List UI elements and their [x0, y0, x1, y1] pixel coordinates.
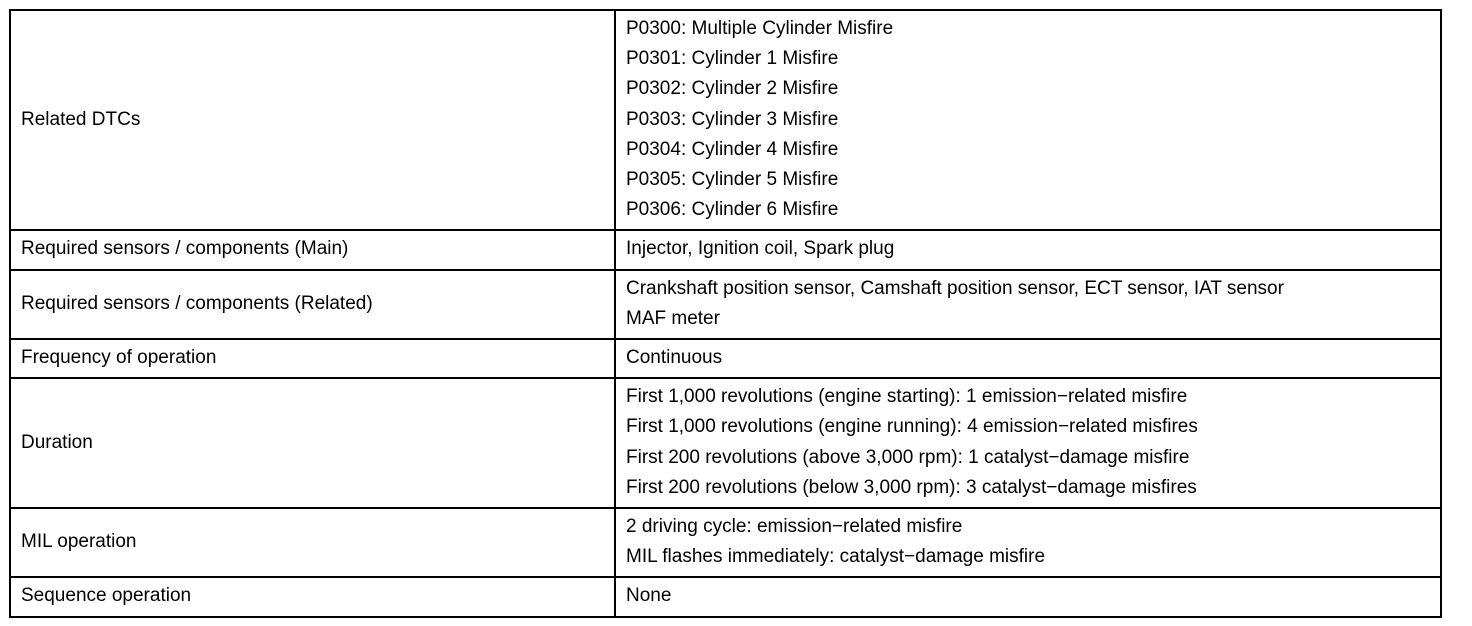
value-line: Injector, Ignition coil, Spark plug: [626, 238, 895, 260]
row-value: [615, 10, 1441, 230]
row-label: Related DTCs: [10, 10, 615, 230]
table-row-required-main: [10, 230, 1441, 269]
value-line: P0304: Cylinder 4 Misfire: [626, 138, 839, 160]
value-line: P0303: Cylinder 3 Misfire: [626, 108, 839, 130]
value-line: P0305: Cylinder 5 Misfire: [626, 169, 839, 191]
row-value: [615, 339, 1441, 378]
value-line: First 1,000 revolutions (engine starting): 1 emission−related misfire: [626, 386, 1188, 408]
value-line: P0302: Cylinder 2 Misfire: [626, 78, 839, 100]
table-row-mil-operation: [10, 508, 1441, 577]
row-label: Required sensors / components (Related): [10, 270, 615, 339]
value-line: MIL flashes immediately: catalyst−damage misfire: [626, 546, 1046, 568]
row-value: [615, 230, 1441, 269]
table-row-sequence-operation: [10, 577, 1441, 616]
row-label: Frequency of operation: [10, 339, 615, 378]
value-line: First 200 revolutions (above 3,000 rpm): 1 catalyst−damage misfire: [626, 446, 1190, 468]
value-line: First 200 revolutions (below 3,000 rpm): 3 catalyst−damage misfires: [626, 476, 1197, 498]
row-label: Required sensors / components (Main): [10, 230, 615, 269]
table-row-required-related: [10, 270, 1441, 339]
table-row-frequency: [10, 339, 1441, 378]
row-label: Duration: [10, 378, 615, 508]
value-line: P0301: Cylinder 1 Misfire: [626, 48, 839, 70]
table-row-duration: [10, 378, 1441, 508]
table-row-related-dtcs: [10, 10, 1441, 230]
monitor-description-table: [9, 9, 1442, 618]
value-line: MAF meter: [626, 307, 720, 329]
row-value: [615, 270, 1441, 339]
row-value: [615, 508, 1441, 577]
row-label: MIL operation: [10, 508, 615, 577]
row-value: [615, 378, 1441, 508]
value-line: P0306: Cylinder 6 Misfire: [626, 199, 839, 221]
row-label: Sequence operation: [10, 577, 615, 616]
value-line: P0300: Multiple Cylinder Misfire: [626, 18, 894, 39]
value-line: Crankshaft position sensor, Camshaft position sensor, ECT sensor, IAT sensor: [626, 277, 1284, 299]
value-line: None: [626, 585, 672, 607]
row-value: [615, 577, 1441, 616]
value-line: First 1,000 revolutions (engine running): 4 emission−related misfires: [626, 416, 1198, 438]
value-line: Continuous: [626, 347, 723, 369]
value-line: 2 driving cycle: emission−related misfire: [626, 516, 963, 538]
